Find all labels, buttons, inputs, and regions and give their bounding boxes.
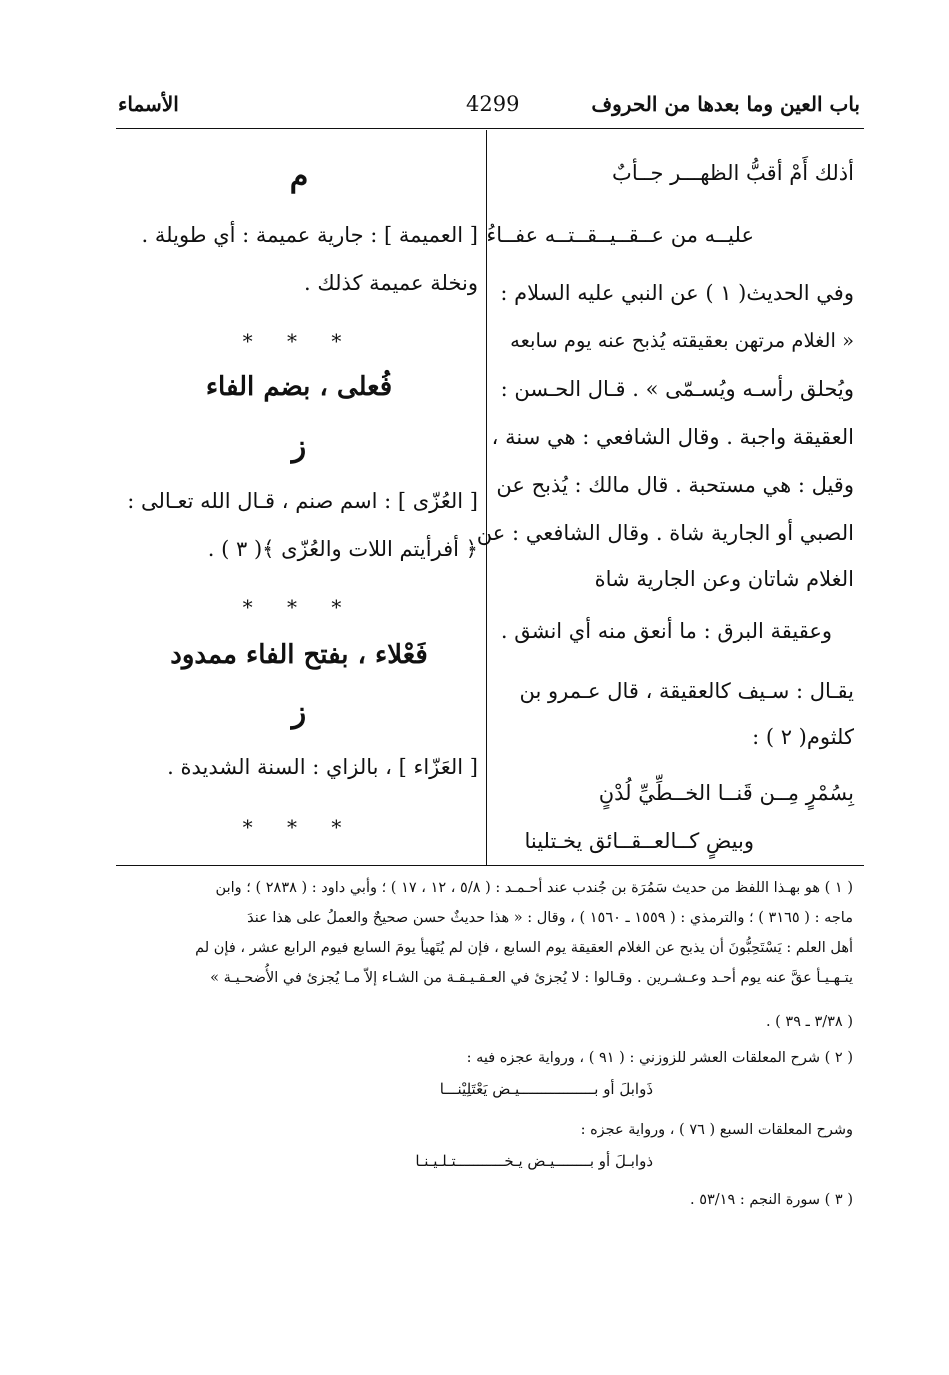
- text-line: الغلام شاتان وعن الجارية شاة: [594, 567, 854, 591]
- text-line: « الغلام مرتهن بعقيقته يُذبح عنه يوم سابعه: [510, 329, 854, 352]
- pattern-heading: فُعلى ، بضم الفاء: [205, 372, 393, 402]
- letter-heading: ز: [291, 429, 307, 464]
- page-number: 4299: [466, 92, 520, 116]
- text-line: وقيل : هي مستحبة . قال مالك : يُذبح عن: [496, 473, 854, 497]
- entry-line: [ العَزّاء ] ، بالزاي : السنة الشديدة .: [167, 755, 478, 779]
- footnote-line: وشرح المعلقات السبع ( ٧٦ ) ، ورواية عجزه :: [580, 1122, 853, 1138]
- pattern-heading: فَعْلاء ، بفتح الفاء ممدود: [170, 640, 428, 670]
- chapter-title: باب العين وما بعدها من الحروف: [591, 92, 860, 116]
- text-line: يقـال : سـيف كالعقيقة ، قال عـمرو بن: [519, 679, 854, 703]
- verse-line: وبيضٍ كــالعــقــائق يخـتلينا: [524, 829, 754, 853]
- separator-stars: * * *: [242, 329, 356, 353]
- separator-stars: * * *: [242, 815, 356, 839]
- separator-stars: * * *: [242, 595, 356, 619]
- text-line: كلثوم( ٢ ) :: [752, 725, 854, 749]
- footnote-line: أهل العلم : يَسْتَحِبُّونَ أن يذبح عن الغلام العقيقة يوم السابع ، فإن لم يُتَهيأ يومَ السابع فيوم الرابع عشر ، فإن لم: [195, 940, 853, 956]
- footnote-line: ( ٣ ) سورة النجم : ٥٣/١٩ .: [689, 1192, 853, 1208]
- entry-line: [ العُزّى ] : اسم صنم ، قـال الله تعـالى :: [127, 489, 478, 513]
- letter-heading: م: [289, 159, 309, 194]
- text-line: وعقيقة البرق : ما أنعق منه أي انشق .: [500, 619, 832, 643]
- footnote-rule: [116, 865, 864, 866]
- footnote-verse: ذَوابلَ أو بـــــــــــــــــيـض يَعْتَلِيْنـــا: [439, 1080, 653, 1098]
- entry-line: ﴿ أفرأيتم اللات والعُزّى ﴾( ٣ ) .: [207, 537, 478, 561]
- entry-line: [ العميمة ] : جارية عميمة : أي طويلة .: [141, 223, 478, 247]
- text-line: ويُحلق رأسـه ويُسـمّى » . قـال الحـسن :: [500, 377, 854, 401]
- page-header: [118, 92, 860, 124]
- verse-line: أذلك أَمْ أقبُّ الظهـــر جــأبٌ: [612, 161, 854, 185]
- section-title: الأسماء: [118, 92, 179, 116]
- text-line: العقيقة واجبة . وقال الشافعي : هي سنة ،: [491, 425, 854, 449]
- footnote-line: يتـهـيـأ عقَّ عنه يوم أحـد وعـشـرين . وقـالوا : لا يُجزئ في العـقـيـقـة من الشـاء إلاّ مـا يُجزئ في الأُضحـيـة »: [210, 970, 853, 986]
- header-rule: [116, 128, 864, 129]
- text-line: الصبي أو الجارية شاة . وقال الشافعي : عن: [476, 521, 854, 545]
- verse-line: عليــه من عــقــيــقــتــه عفــاءُ: [486, 223, 754, 247]
- footnote-line: ماجه : ( ٣١٦٥ ) ؛ والترمذي : ( ١٥٥٩ ـ ١٥٦٠ ) ، وقال : « هذا حديثٌ حسن صحيحٌ والعملُ على هذا عندَ: [247, 910, 853, 926]
- verse-line: بِسُمْرٍ مِــن قَنــا الخــطِّيِّ لُدْنٍ: [598, 781, 854, 805]
- footnote-line: ( ٣/٣٨ ـ ٣٩ ) .: [765, 1014, 853, 1030]
- footnote-line: ( ١ ) هو بهـذا اللفظ من حديث سَمُرَة بن جُندب عند أحـمـد : ( ٥/٨ ، ١٢ ، ١٧ ) ؛ وأبي داود : ( ٢٨٣٨ ) ؛ وابن: [215, 880, 853, 896]
- footnote-line: ( ٢ ) شرح المعلقات العشر للزوزني : ( ٩١ ) ، ورواية عجزه فيه :: [466, 1050, 853, 1066]
- letter-heading: ز: [291, 695, 307, 730]
- entry-line: ونخلة عميمة كذلك .: [304, 271, 478, 295]
- text-line: وفي الحديث( ١ ) عن النبي عليه السلام :: [500, 281, 854, 305]
- footnote-verse: ذوابـلَ أو بــــــــيـض يـخـــــــــــتـلـيـنـا: [415, 1152, 653, 1170]
